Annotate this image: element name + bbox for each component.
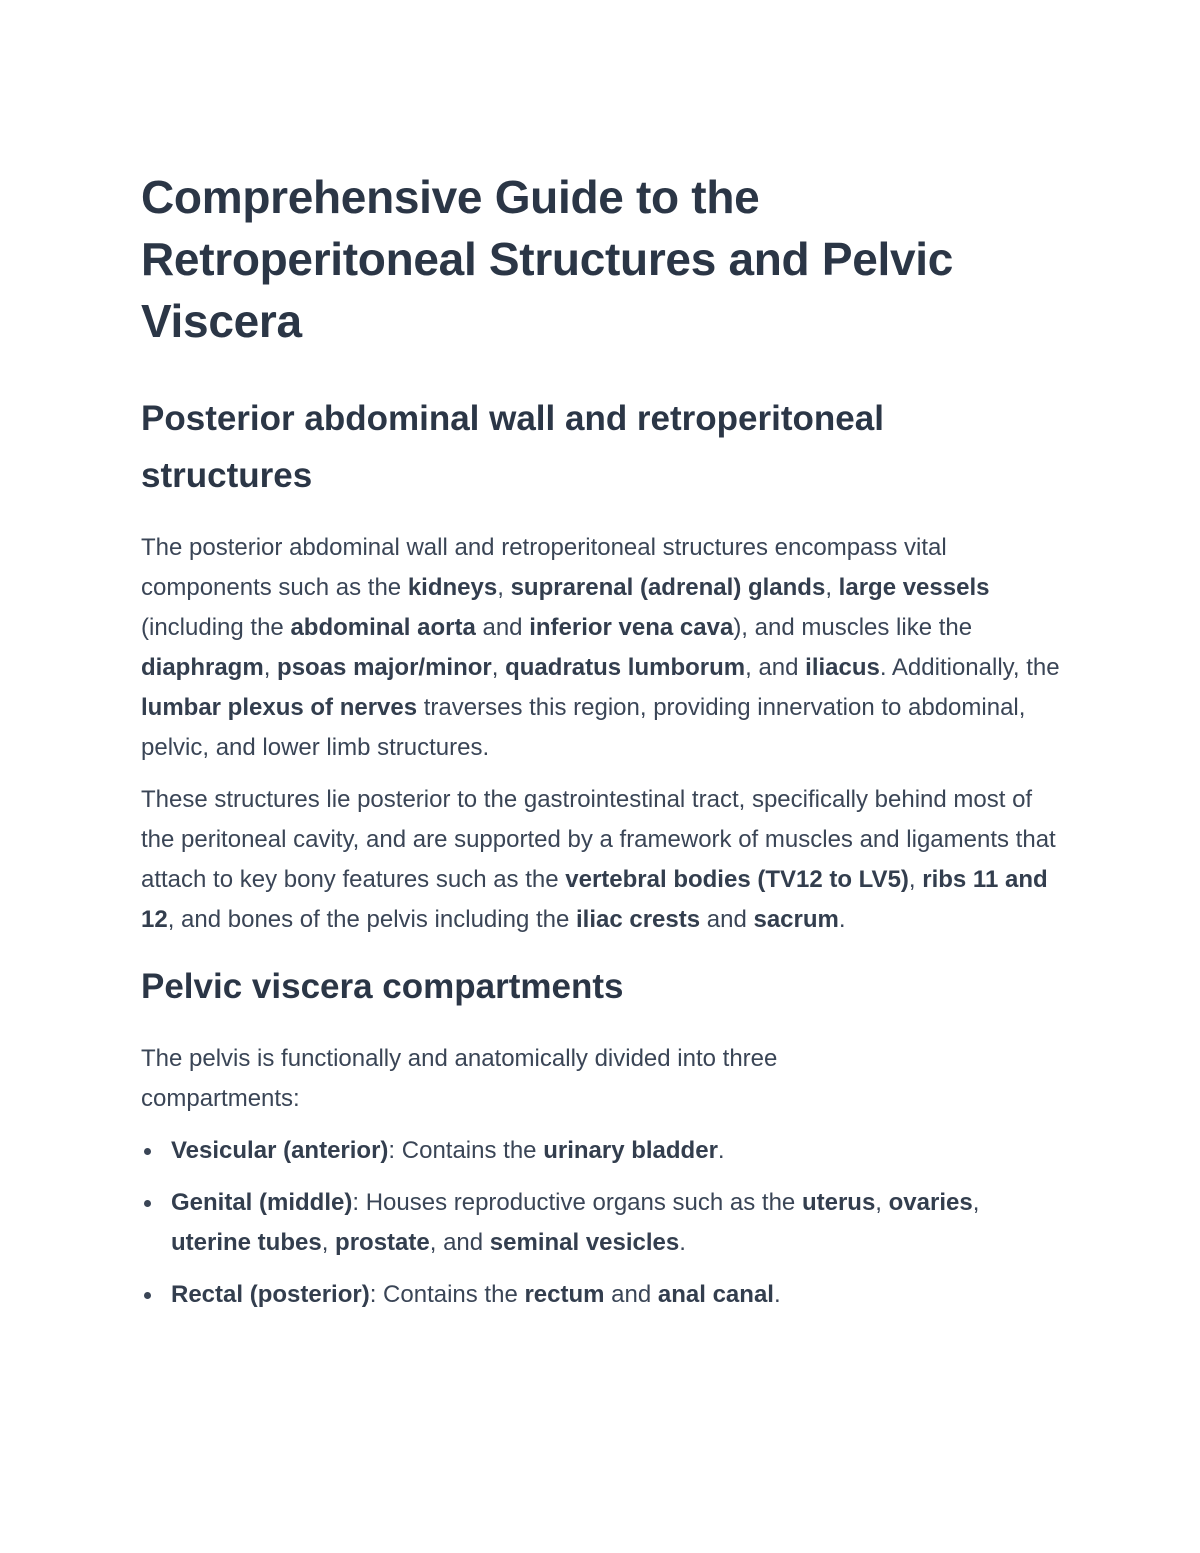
term-ribs: ribs 11 and 12 — [141, 866, 1048, 933]
term-iliac-crests: iliac crests — [575, 906, 701, 933]
term-vertebral-bodies: vertebral bodies (TV12 to LV5) — [565, 866, 909, 893]
bullet-icon — [144, 1292, 151, 1299]
paragraph-retroperitoneal-components: The posterior abdominal wall and retroperitoneal structures encompass vital components such as the kidneys, suprarenal (adrenal) glands, large vessels (including the abdominal aorta and inferior vena cava), and muscles like the diaphragm, psoas major/minor, quadratus lumborum, and iliacus. Additionally, the lumbar plexus of nerves traverses this region, providing innervation to abdominal, pelvic, and lower limb structures. — [141, 534, 1060, 761]
term-lumbar-plexus: lumbar plexus of nerves — [141, 694, 418, 721]
section-heading-posterior-wall: Posterior abdominal wall and retroperitoneal structures — [141, 399, 884, 495]
term-large-vessels: large vessels — [838, 574, 990, 601]
paragraph-retroperitoneal-position: These structures lie posterior to the gastrointestinal tract, specifically behind most of the peritoneal cavity, and are supported by a framework of muscles and ligaments that attach to key bony features such as the vertebral bodies (TV12 to LV5), ribs 11 and 12, and bones of the pelvis including the iliac crests and sacrum. — [141, 786, 1056, 933]
term-suprarenal-glands: suprarenal (adrenal) glands — [510, 574, 826, 601]
list-item-rectal: Rectal (posterior): Contains the rectum and anal canal. — [141, 1275, 1066, 1315]
term-quadratus-lumborum: quadratus lumborum — [505, 654, 746, 681]
compartment-list — [141, 1131, 1060, 1315]
term-kidneys: kidneys — [407, 574, 498, 601]
bullet-icon — [144, 1200, 151, 1207]
document-title: Comprehensive Guide to the Retroperitoneal Structures and Pelvic Viscera — [141, 171, 954, 347]
paragraph-pelvis-intro: The pelvis is functionally and anatomically divided into three compartments: — [141, 1045, 778, 1112]
term-abdominal-aorta: abdominal aorta — [290, 614, 476, 641]
list-item-genital: Genital (middle): Houses reproductive organs such as the uterus, ovaries, uterine tubes, prostate, and seminal vesicles. — [141, 1183, 1066, 1263]
term-iliacus: iliacus — [805, 654, 880, 681]
list-item-vesicular: Vesicular (anterior): Contains the urinary bladder. — [141, 1131, 1066, 1171]
term-diaphragm: diaphragm — [141, 654, 264, 681]
term-inferior-vena-cava: inferior vena cava — [529, 614, 734, 641]
section-heading-pelvic-viscera: Pelvic viscera compartments — [141, 967, 624, 1006]
term-psoas: psoas major/minor — [277, 654, 492, 681]
term-sacrum: sacrum — [753, 906, 839, 933]
bullet-icon — [144, 1148, 151, 1155]
